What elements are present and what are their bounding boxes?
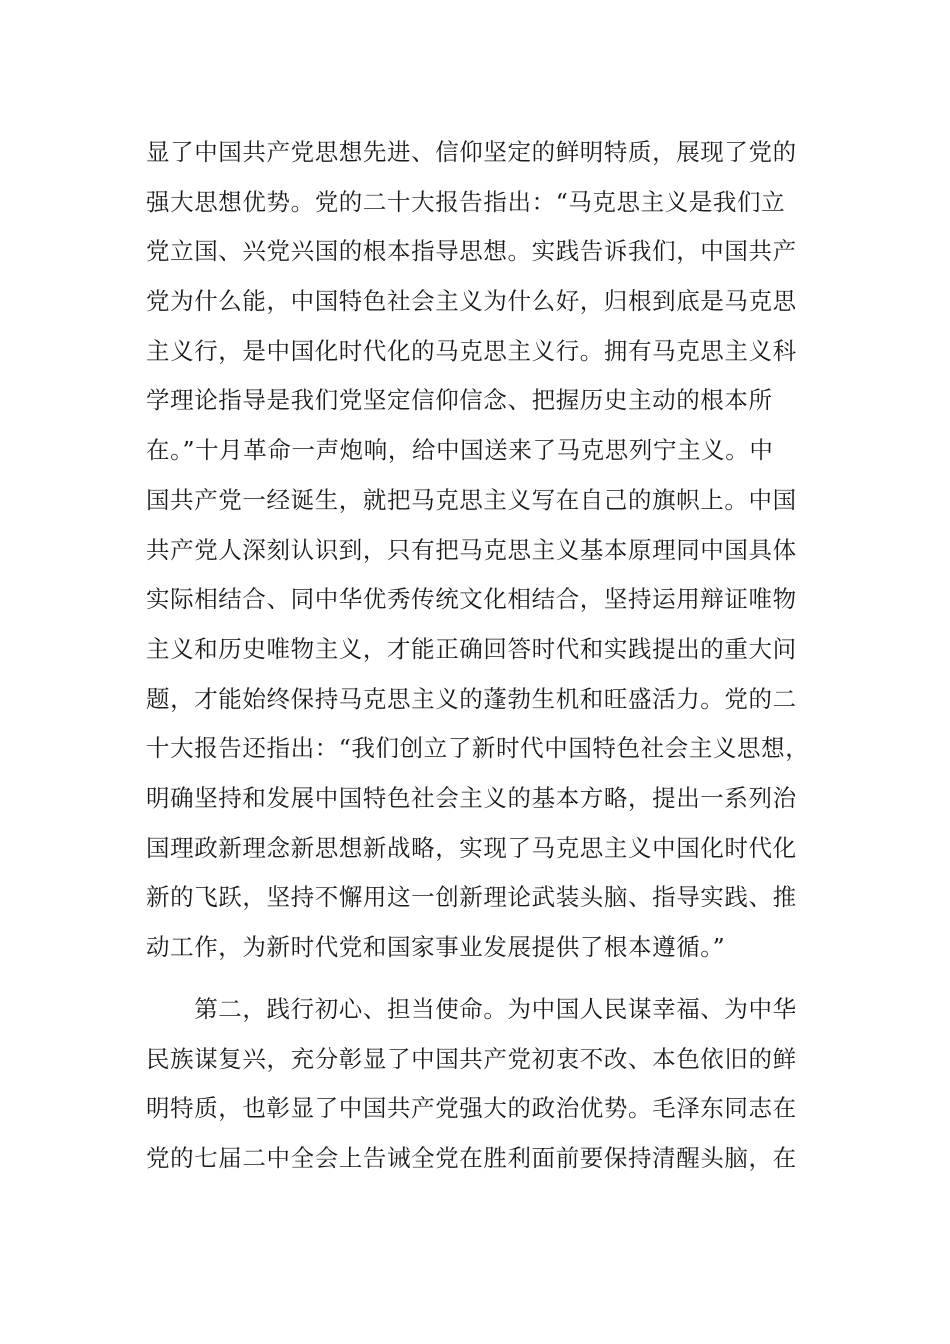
text-line: 强大思想优势。党的二十大报告指出：“马克思主义是我们立 bbox=[146, 187, 786, 216]
text-line: 主义行，是中国化时代化的马克思主义行。拥有马克思主义科 bbox=[146, 336, 797, 365]
text-line: 共产党人深刻认识到，只有把马克思主义基本原理同中国具体 bbox=[146, 535, 797, 564]
text-line: 新的飞跃，坚持不懈用这一创新理论武装头脑、指导实践、推 bbox=[146, 883, 797, 912]
text-line: 实际相结合、同中华优秀传统文化相结合，坚持运用辩证唯物 bbox=[146, 585, 797, 614]
text-line: 主义和历史唯物主义，才能正确回答时代和实践提出的重大问 bbox=[146, 634, 797, 663]
paragraph-2 bbox=[146, 985, 806, 1184]
text-line: 民族谋复兴，充分彰显了中国共产党初衷不改、本色依旧的鲜 bbox=[146, 1044, 797, 1073]
text-line: 显了中国共产党思想先进、信仰坚定的鲜明特质，展现了党的 bbox=[146, 138, 797, 166]
text-line: 明确坚持和发展中国特色社会主义的基本方略，提出一系列治 bbox=[146, 783, 797, 812]
text-line: 国共产党一经诞生，就把马克思主义写在自己的旗帜上。中国 bbox=[146, 485, 797, 514]
text-line: 学理论指导是我们党坚定信仰信念、把握历史主动的根本所 bbox=[146, 386, 773, 415]
text-line: 动工作，为新时代党和国家事业发展提供了根本遵循。” bbox=[146, 933, 726, 961]
text-line: 党立国、兴党兴国的根本指导思想。实践告诉我们，中国共产 bbox=[146, 237, 797, 266]
text-line: 第二，践行初心、担当使命。为中国人民谋幸福、为中华 bbox=[146, 995, 797, 1023]
text-line: 党的七届二中全会上告诫全党在胜利面前要保持清醒头脑，在 bbox=[146, 1144, 797, 1173]
text-line: 在。”十月革命一声炮响，给中国送来了马克思列宁主义。中 bbox=[146, 436, 774, 465]
text-line: 明特质，也彰显了中国共产党强大的政治优势。毛泽东同志在 bbox=[146, 1094, 797, 1123]
text-line: 国理政新理念新思想新战略，实现了马克思主义中国化时代化 bbox=[146, 833, 797, 862]
text-line: 十大报告还指出：“我们创立了新时代中国特色社会主义思想， bbox=[146, 734, 810, 763]
paragraph-1 bbox=[146, 128, 810, 973]
text-line: 党为什么能，中国特色社会主义为什么好，归根到底是马克思 bbox=[146, 287, 797, 316]
text-line: 题，才能始终保持马克思主义的蓬勃生机和旺盛活力。党的二 bbox=[146, 684, 797, 713]
